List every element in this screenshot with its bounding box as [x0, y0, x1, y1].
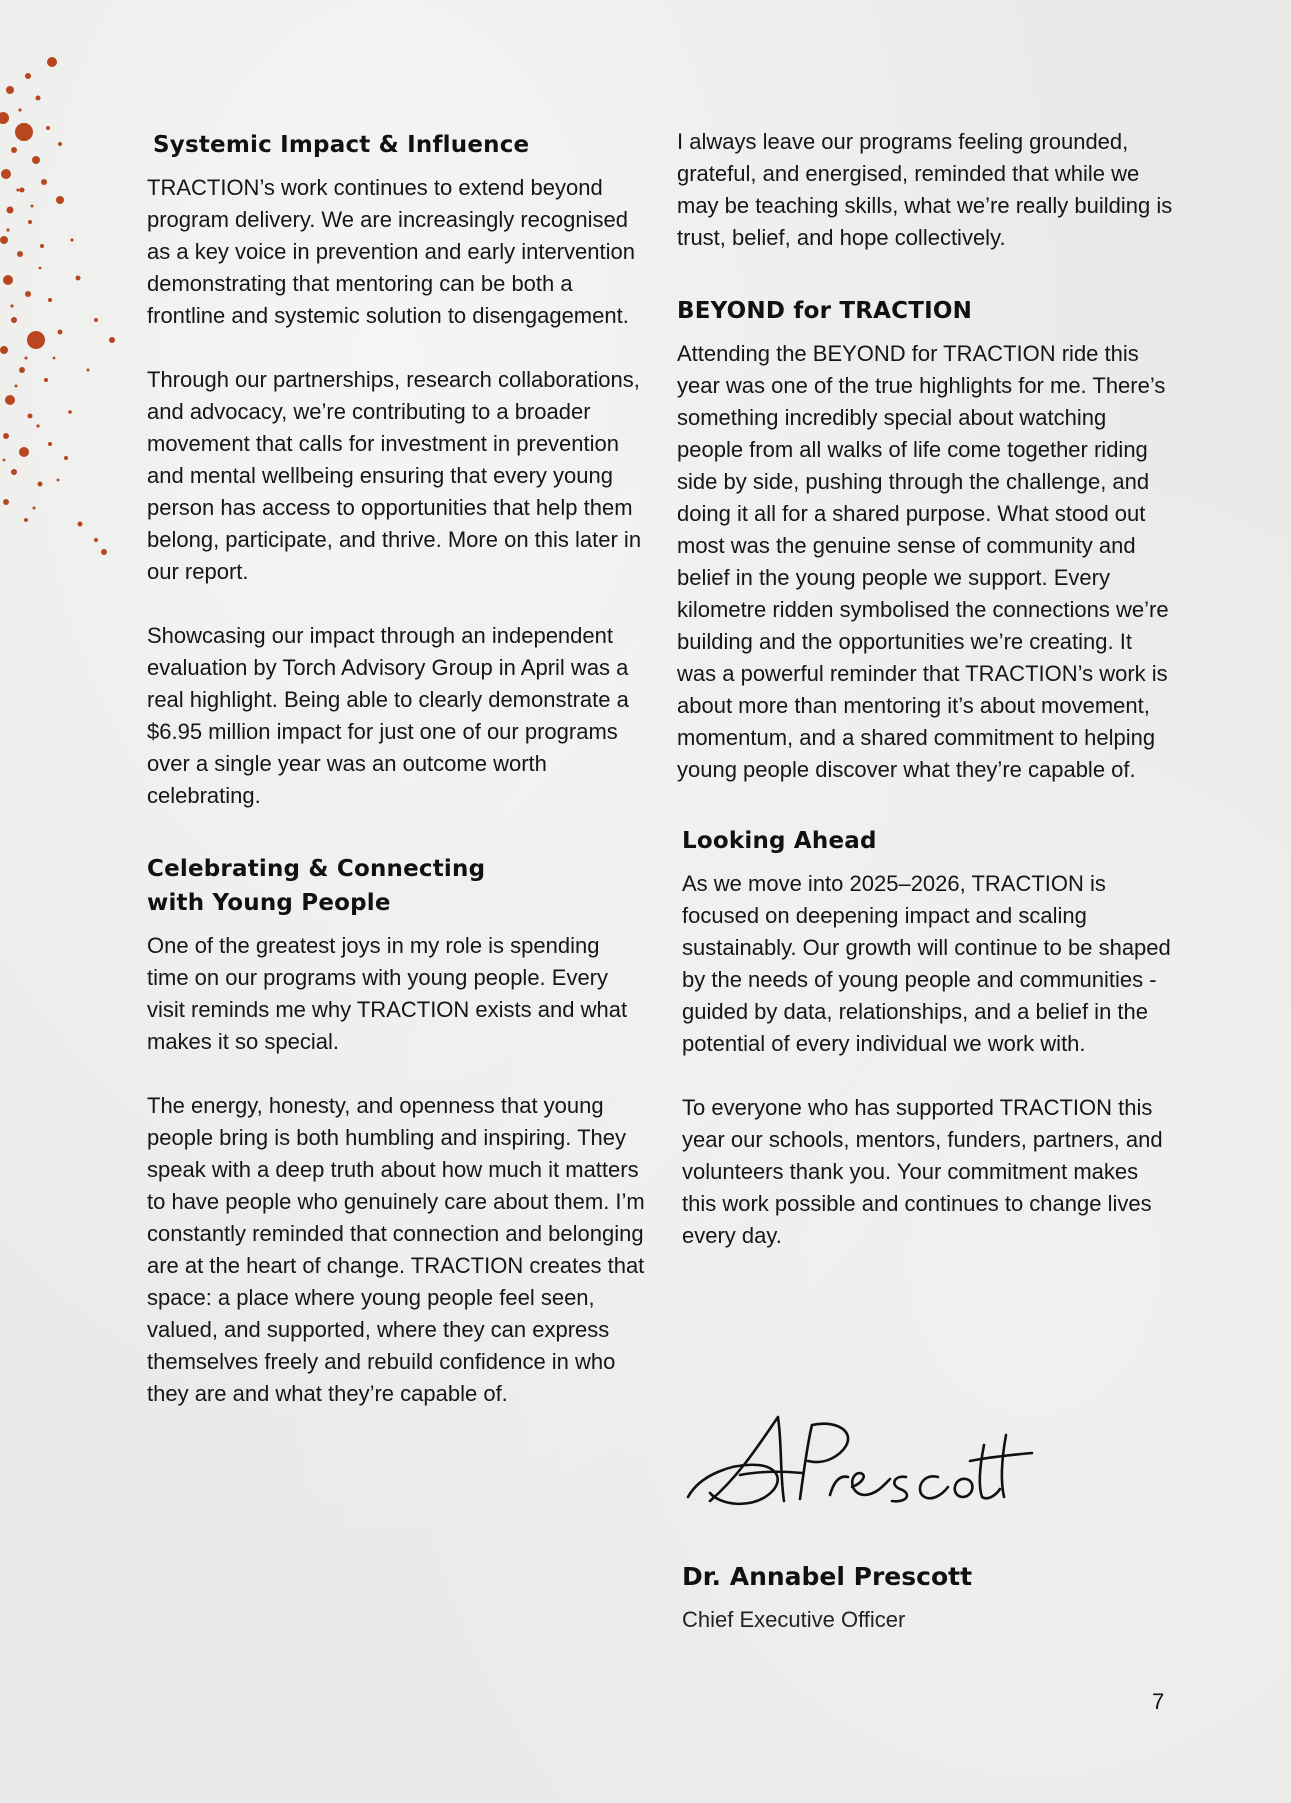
paragraph: The energy, honesty, and openness that young people bring is both humbling and inspiring. They speak with a deep truth about how much it matters to have people who genuinely care about them. I’m constantly reminded that connection and belonging are at the heart of change. TRACTION creates that space: a place where young people feel seen, valued, and supported, where they can express themselves freely and rebuild confidence in who they are and what they’re capable of.: [147, 1093, 645, 1406]
paint-splatter-decoration: [0, 40, 130, 580]
right-column: [677, 126, 1177, 1252]
paragraph: TRACTION’s work continues to extend beyond program delivery. We are increasingly recognised as a key voice in prevention and early intervention demonstrating that mentoring can be both a frontline and systemic solution to disengagement.: [147, 175, 635, 328]
paragraph: Showcasing our impact through an independent evaluation by Torch Advisory Group in April was a real highlight. Being able to clearly demonstrate a $6.95 million impact for just one of our programs over a single year was an outcome worth celebrating.: [147, 623, 629, 808]
paragraph: Attending the BEYOND for TRACTION ride this year was one of the true highlights for me. There’s something incredibly special about watching people from all walks of life come together riding side by side, pushing through the challenge, and doing it all for a shared purpose. What stood out most was the genuine sense of community and belief in the young people we support. Every kilometre ridden symbolised the connections we’re building and the opportunities we’re creating. It was a powerful reminder that TRACTION’s work is about more than mentoring it’s about movement, momentum, and a shared commitment to helping young people discover what they’re capable of.: [677, 341, 1169, 782]
paragraph: One of the greatest joys in my role is spending time on our programs with young people. Every visit reminds me why TRACTION exists and what makes it so special.: [147, 933, 628, 1054]
left-column: [147, 128, 647, 1410]
paragraph: To everyone who has supported TRACTION this year our schools, mentors, funders, partners, and volunteers thank you. Your commitment makes this work possible and continues to change lives every day.: [682, 1095, 1163, 1248]
signer-role: Chief Executive Officer: [682, 1607, 906, 1632]
heading-systemic-impact: Systemic Impact & Influence: [153, 132, 530, 158]
paragraph: As we move into 2025–2026, TRACTION is focused on deepening impact and scaling sustainably. Our growth will continue to be shaped by the needs of young people and communities - guided by data, relationships, and a belief in the potential of every individual we work with.: [682, 871, 1171, 1056]
heading-celebrating: Celebrating & Connecting with Young People: [147, 856, 486, 916]
paragraph: I always leave our programs feeling grounded, grateful, and energised, reminded that while we may be teaching skills, what we’re really building is trust, belief, and hope collectively.: [677, 129, 1173, 250]
handwritten-signature: [680, 1405, 1040, 1515]
page-number: 7: [1152, 1689, 1165, 1714]
paragraph: Through our partnerships, research collaborations, and advocacy, we’re contributing to a broader movement that calls for investment in prevention and mental wellbeing ensuring that every young person has access to opportunities that help them belong, participate, and thrive. More on this later in our report.: [147, 367, 642, 584]
heading-beyond-for-traction: BEYOND for TRACTION: [677, 298, 973, 324]
signer-name: Dr. Annabel Prescott: [682, 1562, 973, 1591]
heading-looking-ahead: Looking Ahead: [682, 828, 877, 854]
